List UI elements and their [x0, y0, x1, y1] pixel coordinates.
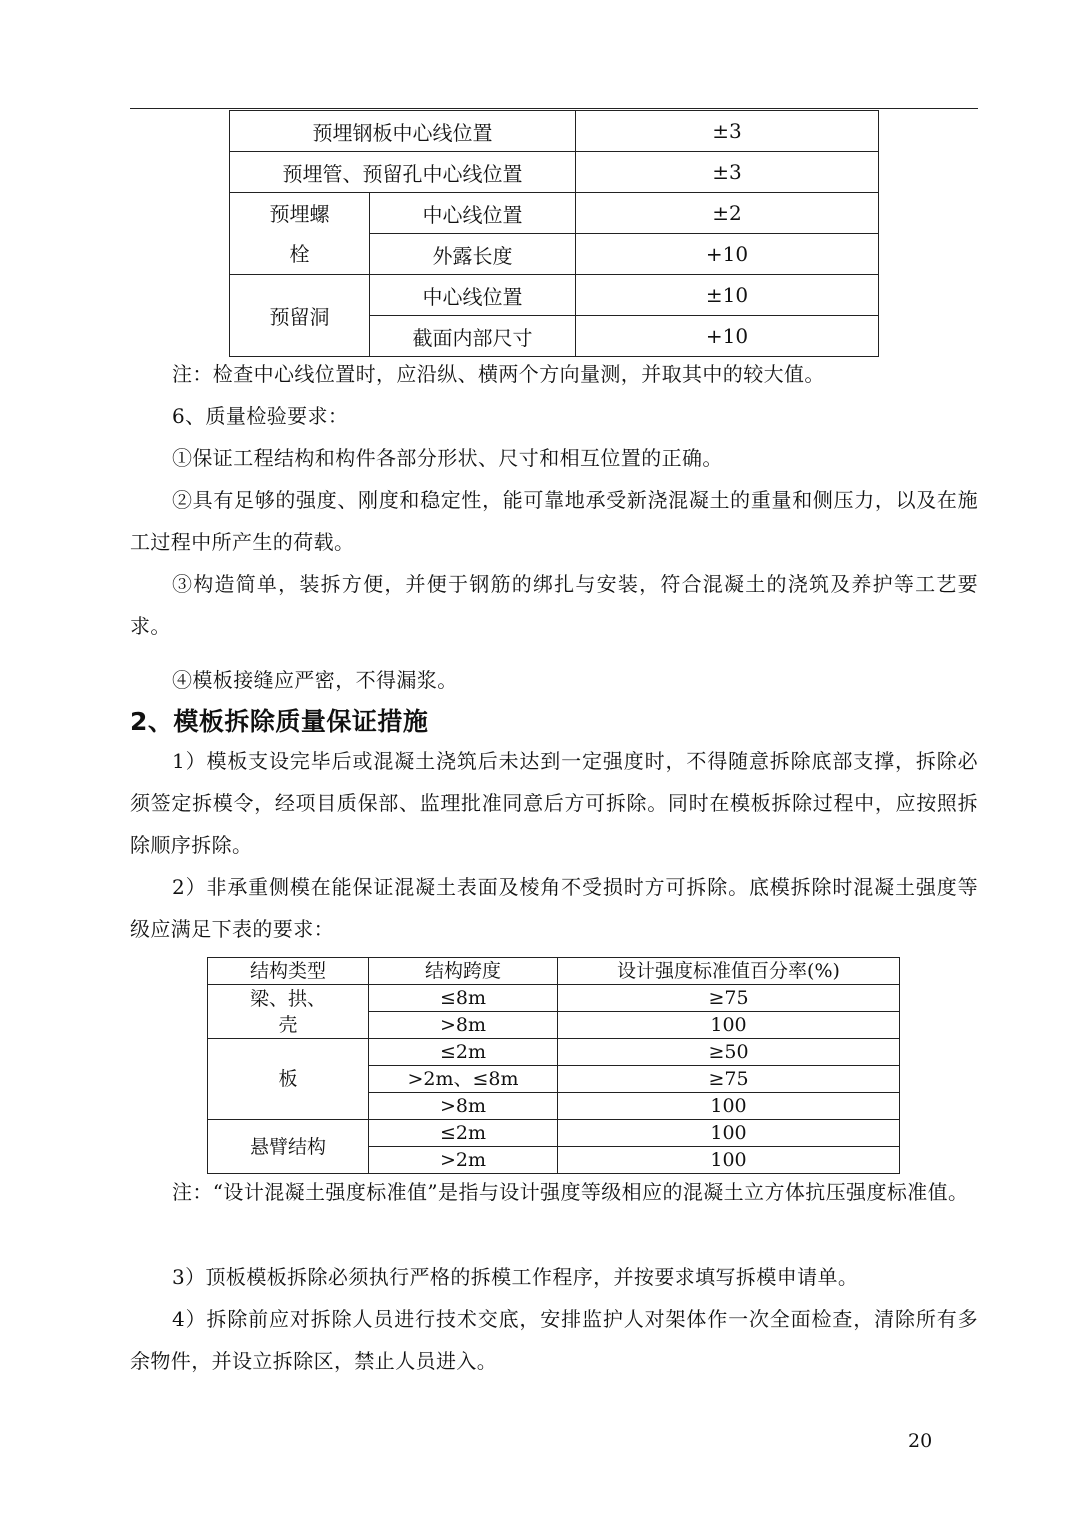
paragraph-2: 2）非承重侧模在能保证混凝土表面及棱角不受损时方可拆除。底模拆除时混凝土强度等级应满足下表的要求： — [130, 875, 978, 941]
table-row — [208, 1120, 900, 1147]
table-cell: >2m、≤8m — [369, 1066, 558, 1093]
group-label-line: 栓 — [289, 241, 310, 266]
table-cell: 预埋管、预留孔中心线位置 — [230, 152, 576, 193]
table-group-cell: 悬臂结构 — [208, 1120, 369, 1174]
table-cell: ±3 — [576, 111, 879, 152]
table-row — [208, 985, 900, 1012]
list-item: ①保证工程结构和构件各部分形状、尺寸和相互位置的正确。 — [172, 446, 723, 470]
table-cell: 中心线位置 — [370, 193, 576, 234]
table-cell: ≤2m — [369, 1039, 558, 1066]
note-1: 注：检查中心线位置时，应沿纵、横两个方向量测，并取其中的较大值。 — [172, 362, 825, 386]
note-2: 注：“设计混凝土强度标准值”是指与设计强度等级相应的混凝土立方体抗压强度标准值。 — [172, 1180, 969, 1204]
table-header-cell: 设计强度标准值百分率(%) — [558, 958, 900, 985]
table-group-cell — [208, 985, 369, 1039]
table-cell: 截面内部尺寸 — [370, 316, 576, 357]
list-item: ②具有足够的强度、刚度和稳定性，能可靠地承受新浇混凝土的重量和侧压力，以及在施工过程中所产生的荷载。 — [130, 488, 978, 554]
list-item: ④模板接缝应严密，不得漏浆。 — [172, 668, 458, 692]
header-rule — [130, 108, 978, 109]
table-cell: 100 — [558, 1093, 900, 1120]
table-cell: ≤2m — [369, 1120, 558, 1147]
group-label-line: 梁、拱、 — [249, 987, 326, 1010]
section-heading: 2、模板拆除质量保证措施 — [130, 707, 429, 736]
table-cell: ≤8m — [369, 985, 558, 1012]
paragraph-3: 3）顶板模板拆除必须执行严格的拆模工作程序，并按要求填写拆模申请单。 — [172, 1265, 859, 1289]
table-cell: 外露长度 — [370, 234, 576, 275]
table-row — [230, 275, 879, 316]
strength-table — [207, 957, 900, 1174]
table-cell: ≥50 — [558, 1039, 900, 1066]
table-cell: +10 — [576, 316, 879, 357]
table-cell: 100 — [558, 1147, 900, 1174]
table-cell: >8m — [369, 1093, 558, 1120]
table-cell: ±2 — [576, 193, 879, 234]
table-header-cell: 结构跨度 — [369, 958, 558, 985]
table-cell: 中心线位置 — [370, 275, 576, 316]
table-cell: ±3 — [576, 152, 879, 193]
table-row — [230, 111, 879, 152]
page-number: 20 — [908, 1430, 933, 1452]
table-header-cell: 结构类型 — [208, 958, 369, 985]
table-cell: 预埋钢板中心线位置 — [230, 111, 576, 152]
table-row — [230, 193, 879, 234]
section-6-title: 6、质量检验要求： — [172, 404, 349, 428]
table-group-cell: 板 — [208, 1039, 369, 1120]
table-cell: ±10 — [576, 275, 879, 316]
paragraph-1: 1）模板支设完毕后或混凝土浇筑后未达到一定强度时，不得随意拆除底部支撑，拆除必须签定拆模令，经项目质保部、监理批准同意后方可拆除。同时在模板拆除过程中，应按照拆除顺序拆除。 — [130, 749, 978, 857]
table-row — [230, 152, 879, 193]
table-cell: +10 — [576, 234, 879, 275]
table-cell: 100 — [558, 1012, 900, 1039]
tolerance-table — [229, 110, 879, 357]
table-cell: >8m — [369, 1012, 558, 1039]
table-row — [208, 1039, 900, 1066]
table-group-cell — [230, 193, 370, 275]
group-label-line: 壳 — [278, 1013, 298, 1036]
group-label-line: 预埋螺 — [269, 201, 330, 226]
table-header-row — [208, 958, 900, 985]
paragraph-4: 4）拆除前应对拆除人员进行技术交底，安排监护人对架体作一次全面检查，清除所有多余物件，并设立拆除区，禁止人员进入。 — [130, 1307, 978, 1373]
list-item: ③构造简单，装拆方便，并便于钢筋的绑扎与安装，符合混凝土的浇筑及养护等工艺要求。 — [130, 572, 978, 638]
table-cell: >2m — [369, 1147, 558, 1174]
table-cell: ≥75 — [558, 985, 900, 1012]
table-group-cell: 预留洞 — [230, 275, 370, 357]
table-cell: ≥75 — [558, 1066, 900, 1093]
table-cell: 100 — [558, 1120, 900, 1147]
